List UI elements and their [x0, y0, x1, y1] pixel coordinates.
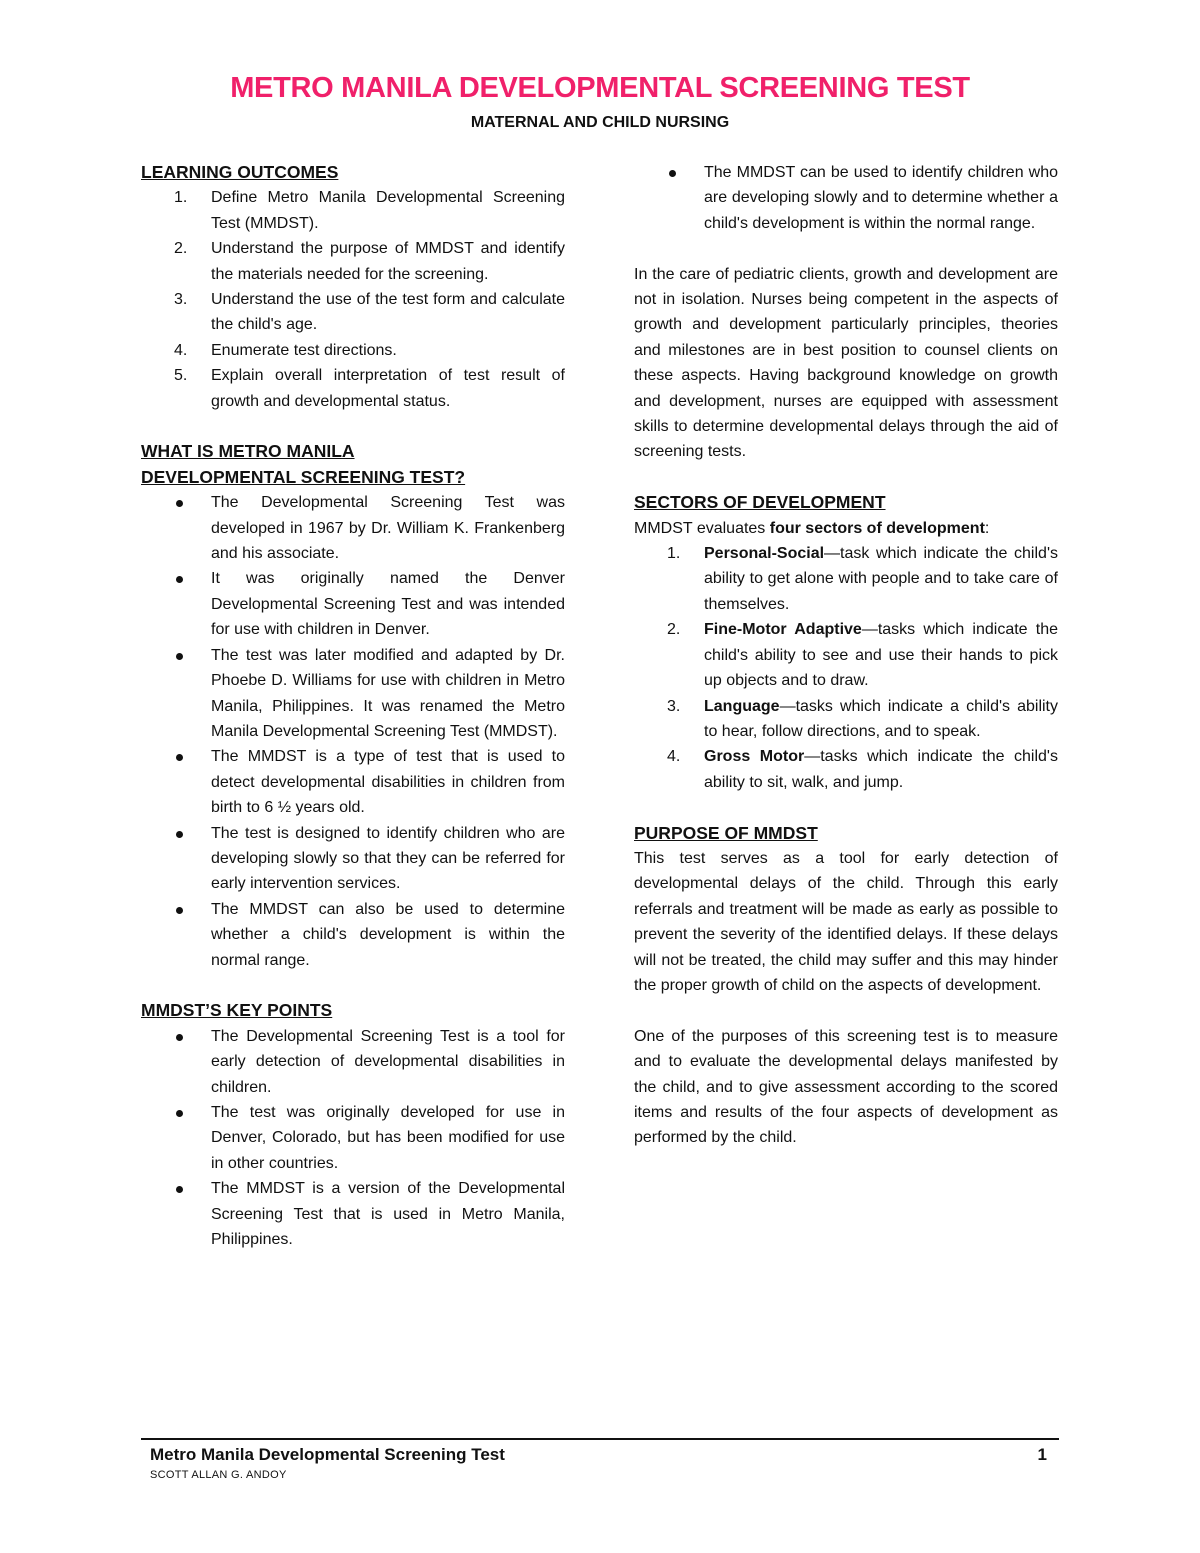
list-number: 2.: [667, 621, 681, 639]
sector-desc: —task which indicate the child's ability to get alone with people and to take care of themselves.: [704, 545, 1058, 613]
learning-outcomes-heading: LEARNING OUTCOMES: [141, 162, 339, 182]
footer-title: Metro Manila Developmental Screening Test: [150, 1445, 505, 1464]
footer-divider: [141, 1438, 1059, 1440]
list-item-text: The Developmental Screening Test is a tool for early detection of developmental disabilities in children.: [211, 1027, 565, 1096]
what-is-list: [141, 490, 565, 973]
left-column: [141, 160, 565, 1252]
footer-author: SCOTT ALLAN G. ANDOY: [150, 1469, 287, 1481]
list-item-text: Understand the use of the test form and calculate the child's age.: [211, 291, 565, 334]
page-subtitle: MATERNAL AND CHILD NURSING: [470, 114, 730, 131]
list-item-text: Explain overall interpretation of test result of growth and developmental status.: [211, 367, 565, 410]
list-item: [141, 1100, 565, 1176]
bullet-icon: [176, 653, 183, 660]
sector-term: Language: [704, 697, 780, 715]
list-item-text: Enumerate test directions.: [211, 341, 397, 359]
list-item: [141, 1024, 565, 1100]
sector-desc: —tasks which indicate the child's ability to see and use their hands to pick up objects and to draw.: [704, 621, 1058, 690]
list-item: [634, 744, 1058, 795]
sectors-heading: SECTORS OF DEVELOPMENT: [634, 492, 886, 513]
list-item: [141, 566, 565, 642]
list-item: [141, 185, 565, 236]
page-title: METRO MANILA DEVELOPMENTAL SCREENING TEST: [230, 72, 970, 104]
list-item: [634, 694, 1058, 745]
what-is-heading-line2: DEVELOPMENTAL SCREENING TEST?: [141, 466, 466, 487]
list-item-text: The test was originally developed for use in Denver, Colorado, but has been modified for use in other countries.: [211, 1104, 565, 1172]
sectors-list: [634, 541, 1058, 795]
list-item: [141, 490, 565, 566]
list-number: 1.: [667, 545, 681, 563]
list-number: 4.: [667, 748, 681, 766]
bullet-icon: [176, 1110, 183, 1117]
page-number: 1: [1037, 1445, 1047, 1464]
list-number: 5.: [174, 367, 188, 385]
sector-term: Gross Motor: [704, 748, 805, 766]
list-item: [141, 643, 565, 745]
key-points-list-continued: [634, 160, 1058, 236]
list-item-text: The MMDST is a version of the Developmental Screening Test that is used in Metro Manila, Philippines.: [211, 1180, 565, 1249]
right-column: [634, 160, 1058, 1151]
key-points-list: [141, 1024, 565, 1253]
key-points-heading: MMDST’S KEY POINTS: [141, 1000, 333, 1021]
list-item: [141, 821, 565, 897]
what-is-heading-line1: WHAT IS METRO MANILA: [141, 441, 355, 462]
list-item: [141, 744, 565, 820]
purpose-heading: PURPOSE OF MMDST: [634, 822, 818, 843]
list-item-text: The MMDST can be used to identify children who are developing slowly and to determine whether a child's development is within the normal range.: [704, 164, 1058, 232]
bullet-icon: [669, 170, 676, 177]
list-number: 3.: [667, 697, 681, 715]
list-item-text: Define Metro Manila Developmental Screening Test (MMDST).: [211, 189, 565, 232]
list-number: 2.: [174, 240, 188, 258]
bullet-icon: [176, 500, 183, 507]
sector-term: Fine-Motor Adaptive: [704, 621, 862, 639]
list-item: [141, 236, 565, 287]
bullet-icon: [176, 576, 183, 583]
list-item: [141, 897, 565, 973]
list-number: 4.: [174, 341, 188, 359]
list-item: [141, 1176, 565, 1252]
bullet-icon: [176, 831, 183, 838]
bullet-icon: [176, 1186, 183, 1193]
sector-desc: —tasks which indicate a child's ability to hear, follow directions, and to speak.: [704, 697, 1058, 740]
list-item-text: It was originally named the Denver Developmental Screening Test and was intended for use with children in Denver.: [211, 570, 565, 639]
sectors-intro-bold: four sectors of development: [769, 519, 985, 537]
learning-outcomes-list: [141, 185, 565, 414]
sectors-intro: [634, 516, 1058, 541]
list-item: [141, 363, 565, 414]
sectors-intro-end: :: [984, 519, 990, 537]
list-number: 1.: [174, 189, 188, 207]
list-item-text: The Developmental Screening Test was developed in 1967 by Dr. William K. Frankenberg and his associate.: [211, 494, 565, 563]
list-number: 3.: [174, 291, 188, 309]
purpose-paragraph-1: This test serves as a tool for early detection of developmental delays of the child. Through this early referrals and treatment will be made as early as possible to prevent the severity of the identified delays. If these delays will not be treated, the child may suffer and this may hinder the proper growth of child on the aspects of development.: [634, 849, 1058, 994]
bullet-icon: [176, 1034, 183, 1041]
list-item-text: The MMDST can also be used to determine whether a child's development is within the normal range.: [211, 900, 565, 969]
list-item-text: Understand the purpose of MMDST and identify the materials needed for the screening.: [211, 240, 565, 283]
sector-term: Personal-Social: [704, 545, 825, 563]
sectors-intro-text: MMDST evaluates: [634, 519, 770, 537]
list-item: [634, 617, 1058, 693]
bullet-icon: [176, 907, 183, 914]
list-item-text: The test is designed to identify children who are developing slowly so that they can be referred for early intervention services.: [211, 824, 565, 893]
list-item: [634, 160, 1058, 236]
care-paragraph: In the care of pediatric clients, growth and development are not in isolation. Nurses being competent in the aspects of growth and development particularly principles, theories and milestones are in best position to counsel clients on these aspects. Having background knowledge on growth and development, nurses are equipped with assessment skills to determine developmental delays through the aid of screening tests.: [634, 265, 1058, 461]
list-item: [141, 338, 565, 363]
list-item-text: The MMDST is a type of test that is used to detect developmental disabilities in children from birth to 6 ½ years old.: [211, 748, 565, 817]
list-item: [141, 287, 565, 338]
purpose-paragraph-2: One of the purposes of this screening test is to measure and to evaluate the developmental delays manifested by the child, and to give assessment according to the scored items and results of the four aspects of development as performed by the child.: [634, 1027, 1058, 1147]
list-item: [634, 541, 1058, 617]
list-item-text: The test was later modified and adapted by Dr. Phoebe D. Williams for use with children in Metro Manila, Philippines. It was renamed the Metro Manila Developmental Screening Test (MMDST).: [211, 646, 565, 740]
bullet-icon: [176, 754, 183, 761]
sector-desc: —tasks which indicate the child's ability to sit, walk, and jump.: [704, 748, 1058, 791]
